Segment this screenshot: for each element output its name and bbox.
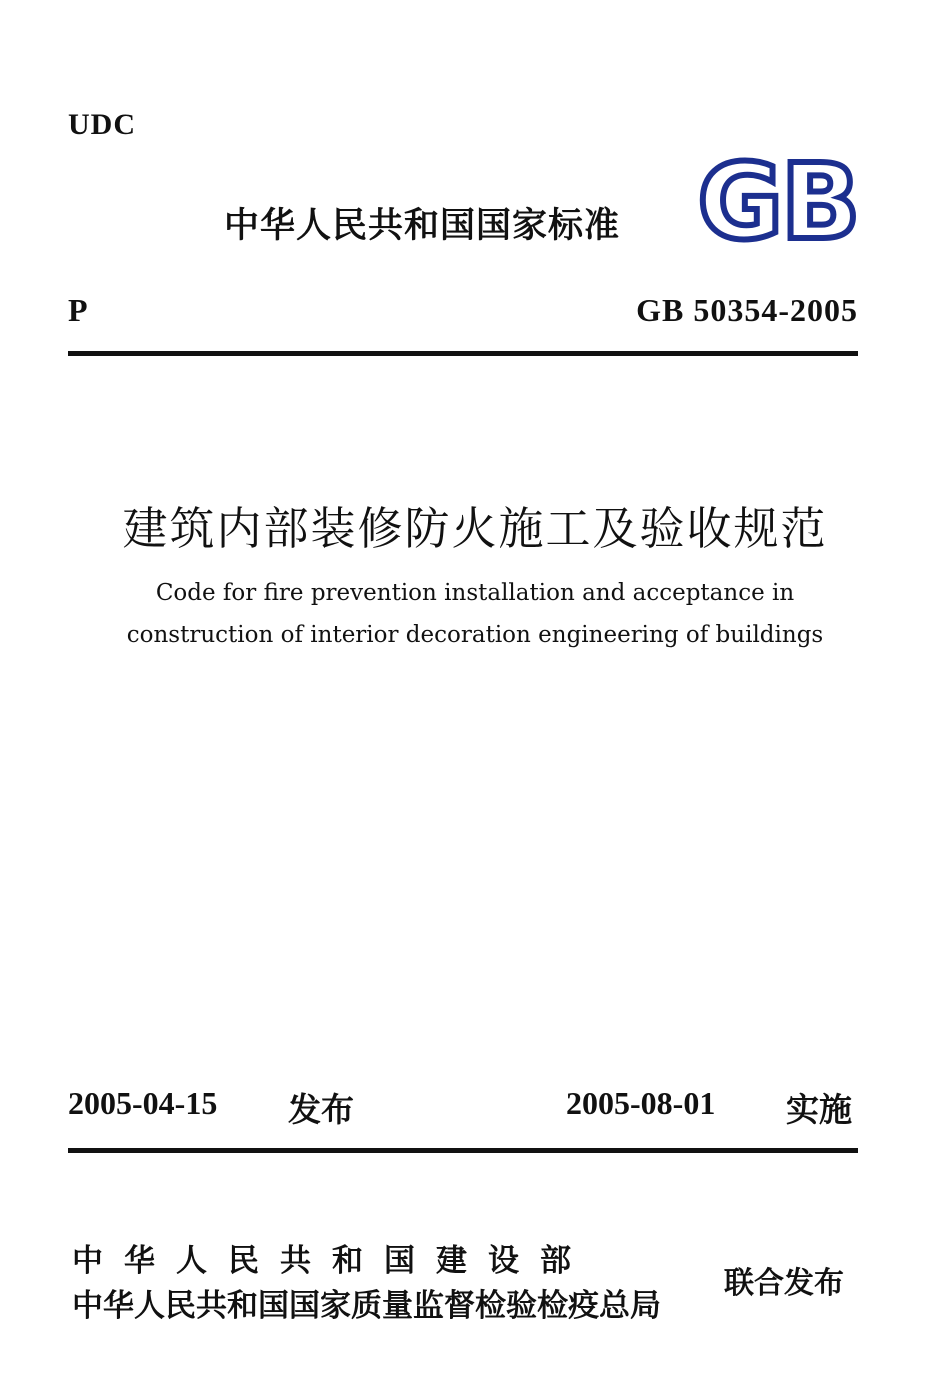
issue-label: 发布 xyxy=(288,1090,354,1129)
title-english-line2: construction of interior decoration engineering of buildings xyxy=(126,622,824,648)
udc-label: UDC xyxy=(68,108,136,141)
standard-number: GB 50354-2005 xyxy=(636,292,858,328)
effective-label: 实施 xyxy=(786,1090,852,1129)
gb-logo xyxy=(693,150,863,250)
national-standard-heading: 中华人民共和国国家标准 xyxy=(224,206,621,246)
title-english-line1: Code for fire prevention installation and acceptance in xyxy=(155,580,795,606)
top-divider xyxy=(68,351,858,356)
publisher-ministry-construction: 中华人民共和国建设部 xyxy=(72,1243,592,1279)
issue-date: 2005-04-15 xyxy=(68,1085,218,1121)
bottom-divider xyxy=(68,1148,858,1153)
classification-code: P xyxy=(68,292,88,328)
title-chinese: 建筑内部装修防火施工及验收规范 xyxy=(122,502,828,555)
effective-date: 2005-08-01 xyxy=(566,1085,716,1121)
publisher-aqsiq: 中华人民共和国国家质量监督检验检疫总局 xyxy=(72,1288,661,1324)
joint-issue-label: 联合发布 xyxy=(724,1266,844,1301)
gb-logo-text: GB xyxy=(697,150,859,250)
